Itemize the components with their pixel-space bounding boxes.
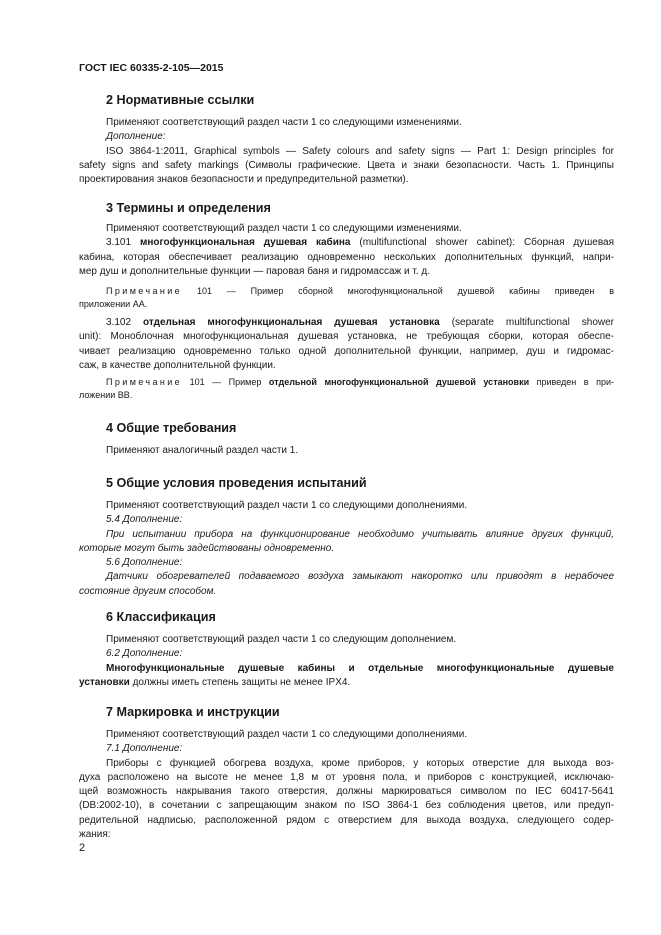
s6-addition: 6.2 Дополнение:	[106, 648, 183, 660]
term-line: чивает реализацию одновременно только одной дополнительной функции, например, душ и гидромас-	[79, 345, 614, 357]
section-7-cont	[79, 771, 614, 842]
s2-ref-line: ISO 3864-1:2011, Graphical symbols — Safety colours and safety signs — Part 1: Design principles for	[106, 145, 614, 157]
section-7-title: 7 Маркировка и инструкции	[106, 705, 280, 719]
section-6-body	[79, 633, 614, 676]
section-5-body-2	[79, 556, 614, 585]
section-2-ref-cont	[79, 159, 614, 188]
s5-addition: 5.4 Дополнение:	[106, 514, 183, 526]
s3-intro: Применяют соответствующий раздел части 1 со следующими изменениями.	[106, 223, 462, 234]
s5-addition: 5.6 Дополнение:	[106, 557, 183, 569]
term-3-101-cont	[79, 251, 614, 280]
term-3-102: 3.102 отдельная многофункциональная душевая установка (separate multifunctional shower	[106, 317, 615, 328]
document-header: ГОСТ IEC 60335-2-105—2015	[79, 62, 224, 74]
note-3-102: Примечание 101 — Пример отдельной многофункциональной душевой установки приведен в при-	[106, 377, 614, 387]
section-7-body	[79, 728, 614, 771]
s7-addition: 7.1 Дополнение:	[106, 743, 183, 755]
section-6-cont: установки должны иметь степень защиты не менее IPX4.	[79, 676, 351, 688]
s5-text: При испытании прибора на функционирование необходимо учитывать влияние других функций,	[106, 528, 614, 540]
term-line: мер душ и дополнительные функции — паровая баня и гидромассаж и т. д.	[79, 265, 430, 277]
s2-ref-line: проектирования знаков безопасности и предупредительной разметки).	[79, 173, 409, 185]
s7-text: духа расположено на высоте не менее 1,8 м от уровня пола, и приборов с конструкцией, исключаю-	[79, 771, 614, 783]
term-line: unit): Моноблочная многофункциональная душевая установка, не требующая сборки, которая обеспе-	[79, 331, 614, 343]
note-3-101: Примечание 101 — Пример сборной многофункциональной душевой кабины приведен в	[106, 286, 614, 296]
section-5-body	[79, 499, 614, 542]
term-line: саж, в качестве дополнительной функции.	[79, 359, 276, 371]
s7-text: редительной надписью, расположенной рядом с отверстием для выхода воздуха, следующего содер-	[79, 814, 614, 826]
term-3-102-cont	[79, 330, 614, 373]
note-3-102-cont: ложении ВВ.	[79, 390, 133, 401]
s6-text: Многофункциональные душевые кабины и отдельные многофункциональные душевые	[106, 662, 614, 674]
s5-text: Датчики обогревателей подаваемого воздуха замыкают накоротко или приводят в нерабочее	[106, 571, 614, 583]
s5-intro: Применяют соответствующий раздел части 1 со следующими дополнениями.	[106, 500, 468, 511]
page-number: 2	[79, 842, 86, 854]
s7-text: щей возможность накрывания такого отверстия, должны маркироваться символом по IEC 60417-5641	[79, 786, 614, 798]
section-4-body: Применяют аналогичный раздел части 1.	[106, 445, 299, 456]
section-5-cont: которые могут быть задействованы одновременно.	[79, 542, 335, 554]
term-3-101: 3.101 многофункциональная душевая кабина (multifunctional shower cabinet): Сборная душевая	[106, 237, 615, 249]
s2-intro: Применяют соответствующий раздел части 1 со следующими изменениями.	[106, 117, 462, 128]
section-3-title: 3 Термины и определения	[106, 201, 271, 215]
s2-ref-line: safety signs and safety markings (Символы графические. Цвета и знаки безопасности. Часть 1. Принципы	[79, 159, 614, 171]
s7-text: (DB:2002-10), в сочетании с запрещающим знаком по ISO 3864-1 без соблюдения цветов, или предуп-	[79, 800, 614, 812]
s6-intro: Применяют соответствующий раздел части 1 со следующим дополнением.	[106, 634, 457, 645]
section-4-title: 4 Общие требования	[106, 421, 237, 435]
section-2-body	[79, 116, 614, 159]
s2-addition: Дополнение:	[106, 131, 166, 143]
section-5-title: 5 Общие условия проведения испытаний	[106, 476, 367, 490]
s7-text: Приборы с функцией обогрева воздуха, кроме приборов, у которых отверстие для выхода воз-	[106, 757, 614, 769]
section-6-title: 6 Классификация	[106, 610, 216, 624]
note-3-101-cont: приложении АА.	[79, 299, 148, 310]
s7-intro: Применяют соответствующий раздел части 1 со следующими дополнениями.	[106, 729, 468, 740]
section-3-intro	[79, 222, 614, 251]
section-5-cont-2: состояние другим способом.	[79, 585, 217, 597]
term-line: кабина, которая обеспечивает реализацию одновременно нескольких дополнительных функций, напри-	[79, 251, 614, 263]
s7-text: жания:	[79, 829, 111, 841]
section-2-title: 2 Нормативные ссылки	[106, 93, 255, 107]
